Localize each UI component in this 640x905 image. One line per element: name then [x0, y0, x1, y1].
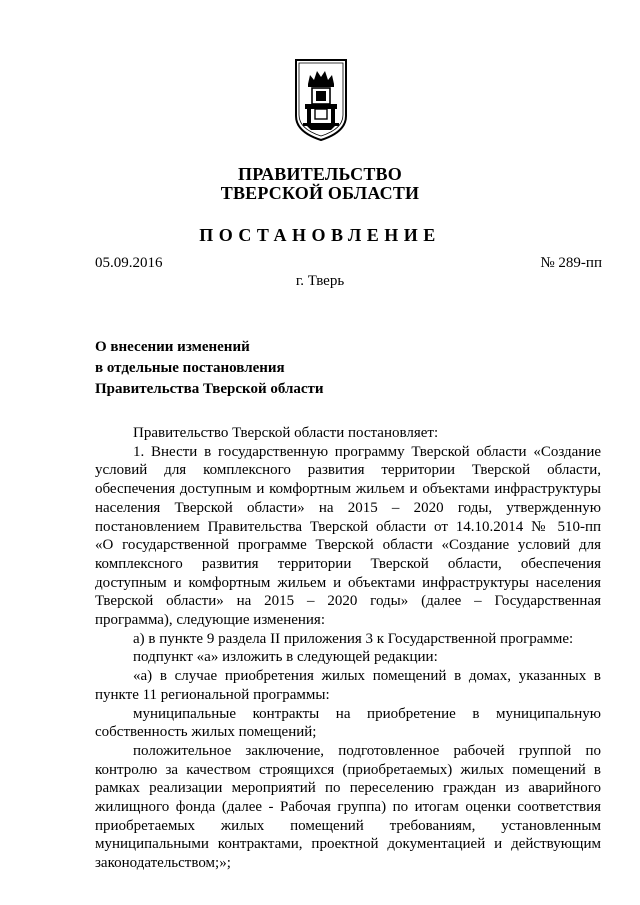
body-line: муниципальными контрактами, проектной документацией и действующим [95, 836, 601, 853]
body-line: доступным и комфортным жильем и объектами инфраструктуры населения [95, 574, 601, 591]
body-line: постановлением Правительства Тверской области от 14.10.2014 № 510-пп [95, 518, 601, 535]
subject-line: О внесении изменений [95, 339, 250, 355]
body-line: условий для комплексного развития территории Тверской области, [95, 462, 601, 479]
body-line: программа), следующие изменения: [95, 612, 325, 629]
body-line: пункте 11 региональной программы: [95, 686, 330, 703]
body-line: законодательством;»; [95, 855, 231, 872]
document-subject [95, 337, 495, 400]
coat-of-arms-icon [293, 58, 349, 142]
subject-line: в отдельные постановления [95, 360, 285, 376]
body-line: собственность жилых помещений; [95, 724, 317, 741]
body-line: приобретаемых жилых помещений требованиям, установленным [95, 817, 601, 834]
document-city: г. Тверь [295, 273, 345, 289]
body-line: обеспечения доступным и комфортным жильем и объектами инфраструктуры [95, 481, 601, 498]
government-name-line2: ТВЕРСКОЙ ОБЛАСТИ [220, 183, 420, 203]
body-line: рамках реализации мероприятий по переселению граждан из аварийного [95, 780, 601, 797]
body-line: Тверской области» на 2015 – 2020 годы» (далее – Государственная [95, 593, 601, 610]
body-line: комплексного развития территории Тверской области, обеспечения [95, 555, 601, 572]
document-body [95, 424, 601, 873]
body-line: а) в пункте 9 раздела II приложения 3 к Государственной программе: [133, 630, 574, 647]
body-line: жилищного фонда (далее - Рабочая группа) по итогам оценки соответствия [95, 799, 601, 816]
government-name-line1: ПРАВИТЕЛЬСТВО [238, 164, 402, 184]
tver-coat-of-arms [293, 58, 349, 142]
body-line: Правительство Тверской области постановляет: [133, 425, 439, 441]
body-line: подпункт «а» изложить в следующей редакции: [133, 649, 438, 666]
body-line: контролю за качеством строящихся (приобретаемых) жилых помещений в [95, 761, 601, 778]
body-line: «а) в случае приобретения жилых помещений в домах, указанных в [133, 668, 601, 685]
document-type: ПОСТАНОВЛЕНИЕ [199, 225, 441, 245]
body-line: 1. Внести в государственную программу Тверской области «Создание [133, 443, 601, 460]
document-date: 05.09.2016 [95, 255, 163, 271]
body-line: муниципальные контракты на приобретение в муниципальную [133, 705, 601, 722]
body-line: положительное заключение, подготовленное рабочей группой по [133, 742, 601, 759]
subject-line: Правительства Тверской области [95, 381, 324, 397]
body-line: «О государственной программе Тверской области «Создание условий для [95, 537, 601, 554]
body-line: населения Тверской области» на 2015 – 2020 годы, утвержденную [95, 499, 601, 516]
document-number: № 289-пп [540, 255, 602, 271]
